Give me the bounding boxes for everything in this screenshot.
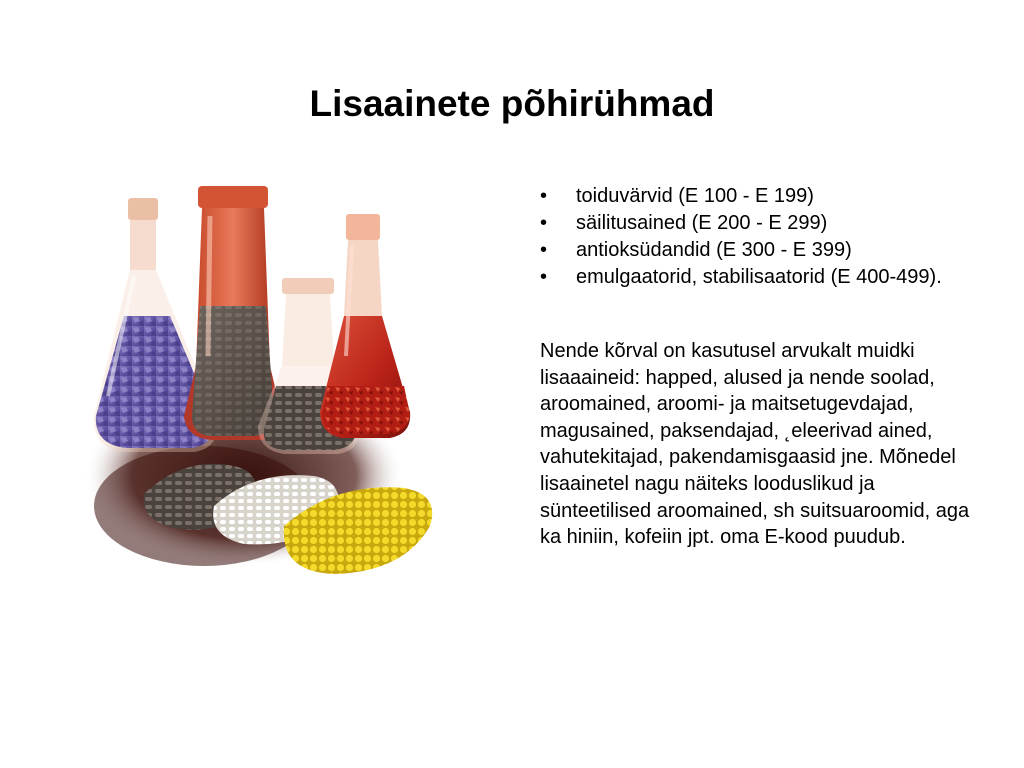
bullet-marker: • (540, 212, 548, 234)
bullet-text: emulgaatorid, stabilisaatorid (E 400-499). (576, 266, 942, 288)
bullet-marker: • (540, 185, 548, 207)
food-additives-flasks-image (84, 176, 456, 658)
bullet-text: antioksüdandid (E 300 - E 399) (576, 239, 852, 261)
list-item (540, 238, 970, 262)
orange-flask (184, 186, 282, 440)
e-code-group-list (540, 184, 970, 292)
bullet-text: toiduvärvid (E 100 - E 199) (576, 185, 814, 207)
flasks-illustration (84, 176, 456, 658)
bullet-text: säilitusained (E 200 - E 299) (576, 212, 828, 234)
slide-title: Lisaainete põhirühmad (309, 83, 715, 124)
list-item (540, 265, 970, 289)
list-item (540, 184, 970, 208)
red-flask (320, 214, 410, 438)
bullet-marker: • (540, 239, 548, 261)
body-paragraph: Nende kõrval on kasutusel arvukalt muidki lisaaaineid: happed, alused ja nende soolad, aroomained, aroomi- ja maitsetugevdajad, magusained, paksendajad, ˛eleerivad ained, vahutekitajad, pakendamisgaasid jne. Mõnedel lisaainetel nagu näiteks looduslikud ja sünteetilised aroomained, sh suitsuaroomid, aga ka hiniin, kofeiin jpt. oma E-kood puudub. (540, 340, 970, 549)
list-item (540, 211, 970, 235)
bullet-marker: • (540, 266, 548, 288)
